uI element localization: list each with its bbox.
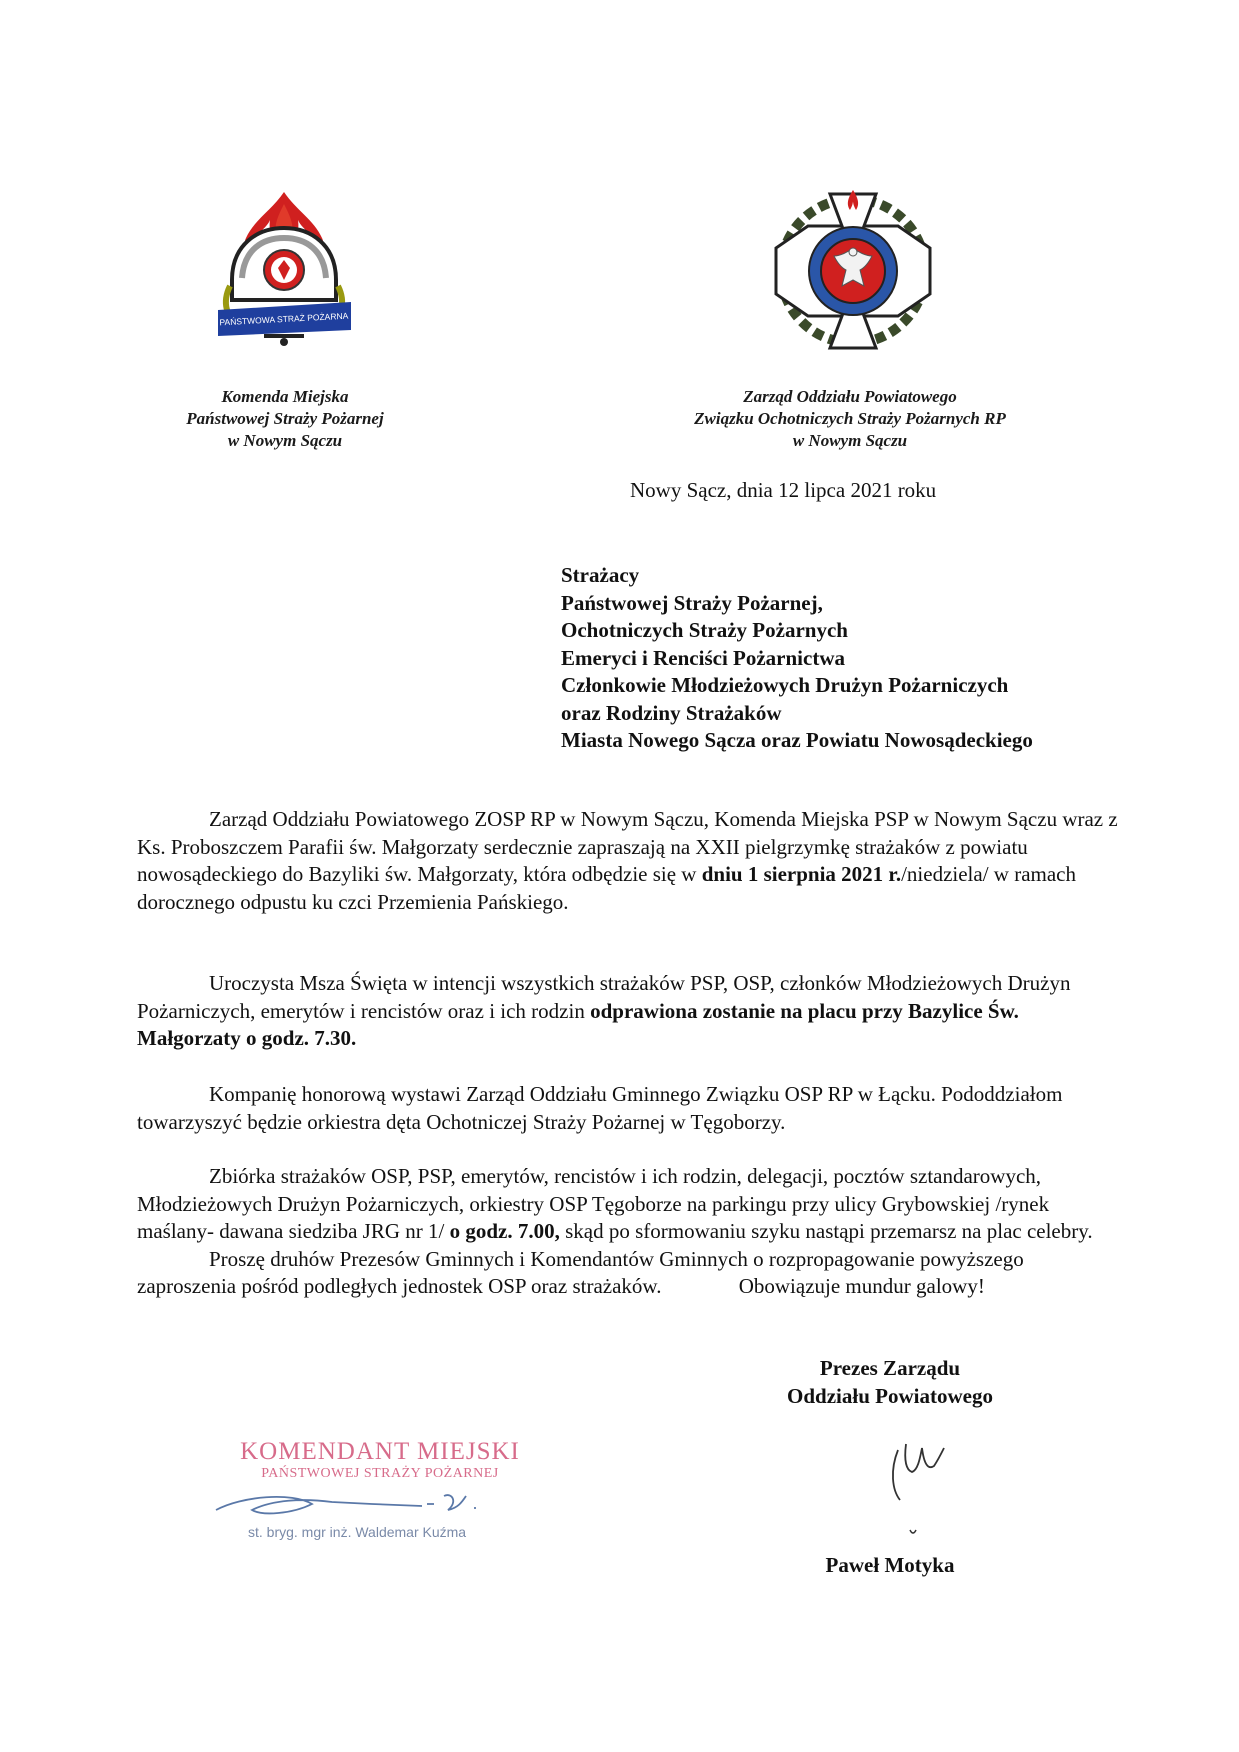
uniform-note: Obowiązuje mundur galowy! xyxy=(738,1274,985,1298)
paragraph-honor-company xyxy=(137,1081,1122,1136)
paragraph-gathering xyxy=(137,1163,1122,1301)
psp-logo-ribbon-text: PAŃSTWOWA STRAŻ POŻARNA xyxy=(219,310,349,328)
left-org-line-1: Komenda Miejska xyxy=(221,387,349,406)
addressee-line: Członkowie Młodzieżowych Drużyn Pożarniczych xyxy=(561,673,1009,697)
addressee-line: Ochotniczych Straży Pożarnych xyxy=(561,618,848,642)
paragraph-invitation xyxy=(137,806,1122,916)
right-org-name xyxy=(640,386,1060,452)
addressee-line: Państwowej Straży Pożarnej, xyxy=(561,590,823,615)
paragraph-line: odbędzie się w dniu 1 sierpnia 2021 r./niedziela/ w ramach dorocznego odpustu ku czci Przemienia xyxy=(137,862,1076,914)
paragraph-line: Uroczysta Msza Święta w intencji wszystkich strażaków PSP, OSP, członków xyxy=(209,971,862,995)
addressee-line: oraz Rodziny Strażaków xyxy=(561,700,782,725)
paragraph-line: Kompanię honorową wystawi Zarząd Oddziału Gminnego Związku OSP RP w Łącku. xyxy=(209,1082,936,1106)
paragraph-line: Zbiórka strażaków OSP, PSP, emerytów, rencistów i ich rodzin, delegacji, pocztów xyxy=(209,1164,905,1188)
paragraph-line: Pańskiego. xyxy=(476,889,569,914)
stamp-signer-name: st. bryg. mgr inż. Waldemar Kuźma xyxy=(248,1524,467,1540)
paragraph-line: ulicy Grybowskiej /rynek maślany- dawana siedziba JRG nr 1/ o godz. 7.00, skąd po sformowaniu xyxy=(137,1191,1050,1243)
paragraph-line: Proszę druhów Prezesów Gminnych i Komendantów Gminnych o rozpropagowanie xyxy=(209,1246,915,1271)
signer-title xyxy=(760,1354,1020,1410)
signer-name: Paweł Motyka xyxy=(825,1553,955,1577)
gathering-time-bold: o godz. 7.00, xyxy=(449,1219,560,1243)
paragraph-line: szyku nastąpi przemarsz na plac celebry. xyxy=(751,1219,1093,1243)
mass-location-bold: odprawiona zostanie xyxy=(590,998,776,1023)
paragraph-mass xyxy=(137,970,1122,1053)
stamp-subtitle: PAŃSTWOWEJ STRAŻY POŻARNEJ xyxy=(261,1466,499,1481)
event-date-bold: dniu 1 sierpnia 2021 r. xyxy=(701,862,902,886)
left-org-line-2: Państwowej Straży Pożarnej xyxy=(186,409,384,428)
paragraph-line: Pododdziałom towarzyszyć będzie orkiestra dęta Ochotniczej Straży Pożarnej w Tęgoborzy. xyxy=(137,1082,1063,1134)
mass-time-bold: na placu przy Bazylice Św. Małgorzaty o godz. 7.30. xyxy=(137,998,1019,1050)
paragraph-line: Zarząd Oddziału Powiatowego ZOSP RP w Nowym Sączu, Komenda Miejska PSP xyxy=(209,807,909,831)
addressee-block xyxy=(561,562,1033,755)
zosp-cross-logo xyxy=(768,186,938,356)
signer-title-line-1: Prezes Zarządu xyxy=(819,1356,961,1380)
right-org-line-3: w Nowym Sączu xyxy=(792,431,908,450)
paragraph-line: w Nowym Sączu wraz z Ks. Proboszczem Parafii św. Małgorzaty serdecznie zapraszają xyxy=(137,807,1118,859)
handwritten-signature-left xyxy=(212,1482,492,1522)
commander-stamp xyxy=(225,1438,535,1482)
signer-title-line-2: Oddziału Powiatowego xyxy=(787,1384,993,1408)
right-org-line-2: Związku Ochotniczych Straży Pożarnych RP xyxy=(694,409,1006,428)
date-line: Nowy Sącz, dnia 12 lipca 2021 roku xyxy=(630,478,937,502)
left-org-line-3: w Nowym Sączu xyxy=(227,431,343,450)
addressee-line: Strażacy xyxy=(561,563,640,587)
paragraph-line: sztandarowych, Młodzieżowych Drużyn Pożarniczych, orkiestry OSP Tęgoborze na parkingu przy xyxy=(137,1164,1042,1216)
paragraph-line: Młodzieżowych Drużyn Pożarniczych, emerytów i rencistów oraz i ich rodzin odprawiona zostanie xyxy=(137,971,1071,1023)
paragraph-line: powyższego zaproszenia pośród podległych jednostek OSP oraz strażaków. xyxy=(137,1246,1024,1298)
stamp-title: KOMENDANT MIEJSKI xyxy=(240,1438,520,1465)
addressee-line: Emeryci i Renciści Pożarnictwa xyxy=(561,645,845,670)
right-org-line-1: Zarząd Oddziału Powiatowego xyxy=(743,387,957,406)
paragraph-line: na XXII pielgrzymkę strażaków z powiatu nowosądeckiego do Bazyliki św. Małgorzaty, która xyxy=(137,834,1028,886)
handwritten-signature-right xyxy=(880,1430,960,1540)
psp-emblem-logo xyxy=(212,190,357,350)
left-org-name xyxy=(150,386,420,452)
addressee-line: Miasta Nowego Sącza oraz Powiatu Nowosądeckiego xyxy=(561,728,1033,752)
